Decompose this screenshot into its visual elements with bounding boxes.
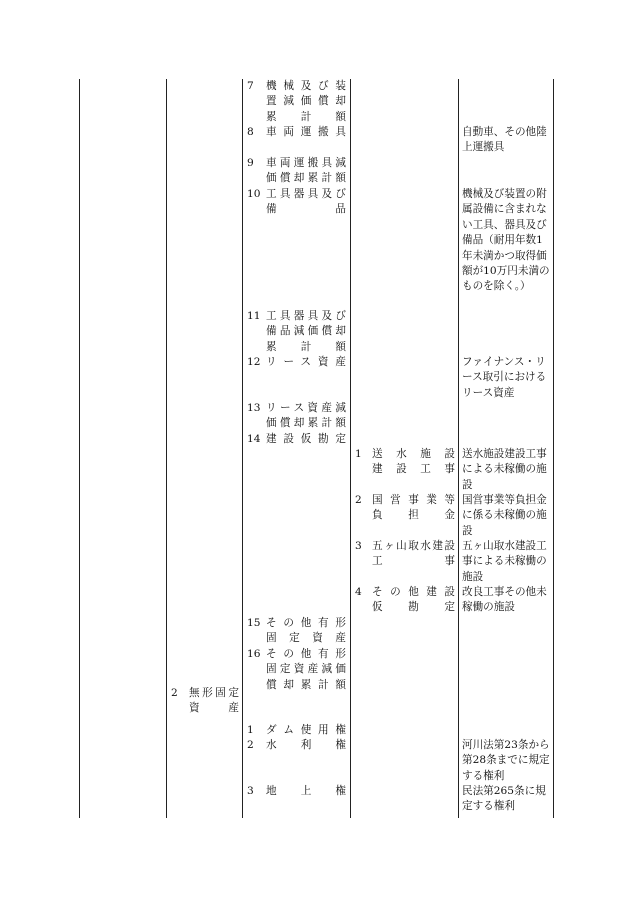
account-item-10-label: その他有形 固定資産減価 償却累計額	[266, 648, 346, 691]
note-9: 民法第265条に規定する権利	[462, 785, 546, 813]
account-item-3-number: 9	[247, 157, 254, 169]
note-2: 機械及び装置の附属設備に含まれない工具、器具及び備品（耐用年数1年未満かつ取得価額が10万円未満のものを除く。）	[462, 188, 550, 293]
sub-item-3-label: 五ヶ山取水建設 工 事	[372, 540, 455, 568]
account-item-7-label: リース資産減 価償却累計額	[266, 402, 346, 430]
column-rule-4	[350, 79, 351, 818]
account-item-1-label: 機械及び装 置減価償却 累 計 額	[266, 80, 346, 123]
sub-item-1-label: 送 水 施 設 建 設 工 事	[372, 448, 455, 476]
column-rule-1	[79, 79, 80, 818]
sub-item-2-label: 国営事業等 負 担 金	[372, 494, 455, 522]
note-1: 自動車、その他陸上運搬具	[462, 126, 547, 154]
note-3: ファイナンス・リース取引におけるリース資産	[462, 356, 547, 399]
column-rule-2	[166, 79, 167, 818]
account-item-8-number: 14	[247, 433, 261, 445]
account-item-3-label: 車両運搬具減 価償却累計額	[266, 157, 346, 185]
sub-item-3-number: 3	[355, 540, 362, 552]
account-item-2-label: 車両運搬具	[266, 126, 346, 138]
account-item-12-number: 2	[247, 739, 254, 751]
account-item-5-number: 11	[247, 310, 261, 322]
account-item-9-number: 15	[247, 617, 261, 629]
note-5: 国営事業等負担金に係る未稼働の施設	[462, 494, 547, 537]
account-item-11-label: ダム使用権	[266, 724, 346, 736]
account-item-2-number: 8	[247, 126, 254, 138]
note-4: 送水施設建設工事による未稼働の施設	[462, 448, 547, 491]
account-item-1-number: 7	[247, 80, 254, 92]
account-item-6-label: リース資産	[266, 356, 346, 368]
account-item-8-label: 建設仮勘定	[266, 433, 346, 445]
column-rule-3	[242, 79, 243, 818]
account-item-6-number: 12	[247, 356, 261, 368]
category-2-label: 無形固定 資 産	[189, 687, 239, 715]
column-rule-6	[553, 79, 554, 818]
account-item-13-number: 3	[247, 785, 254, 797]
note-8: 河川法第23条から第28条までに規定する権利	[462, 739, 550, 782]
category-2-number: 2	[171, 687, 178, 699]
account-item-4-label: 工具器具及び 備 品	[266, 188, 346, 216]
account-item-7-number: 13	[247, 402, 261, 414]
account-item-10-number: 16	[247, 648, 261, 660]
sub-item-4-number: 4	[355, 586, 362, 598]
sub-item-2-number: 2	[355, 494, 362, 506]
sub-item-4-label: その他建設 仮 勘 定	[372, 586, 455, 614]
account-item-12-label: 水 利 権	[266, 739, 346, 751]
account-item-11-number: 1	[247, 724, 254, 736]
column-rule-5	[458, 79, 459, 818]
account-item-13-label: 地 上 権	[266, 785, 346, 797]
sub-item-1-number: 1	[355, 448, 362, 460]
note-6: 五ヶ山取水建設工事による未稼働の施設	[462, 540, 547, 583]
note-7: 改良工事その他未稼働の施設	[462, 586, 547, 614]
account-item-9-label: その他有形 固定資産	[266, 617, 346, 645]
account-item-4-number: 10	[247, 188, 261, 200]
account-item-5-label: 工具器具及び 備品減価償却 累 計 額	[266, 310, 346, 353]
